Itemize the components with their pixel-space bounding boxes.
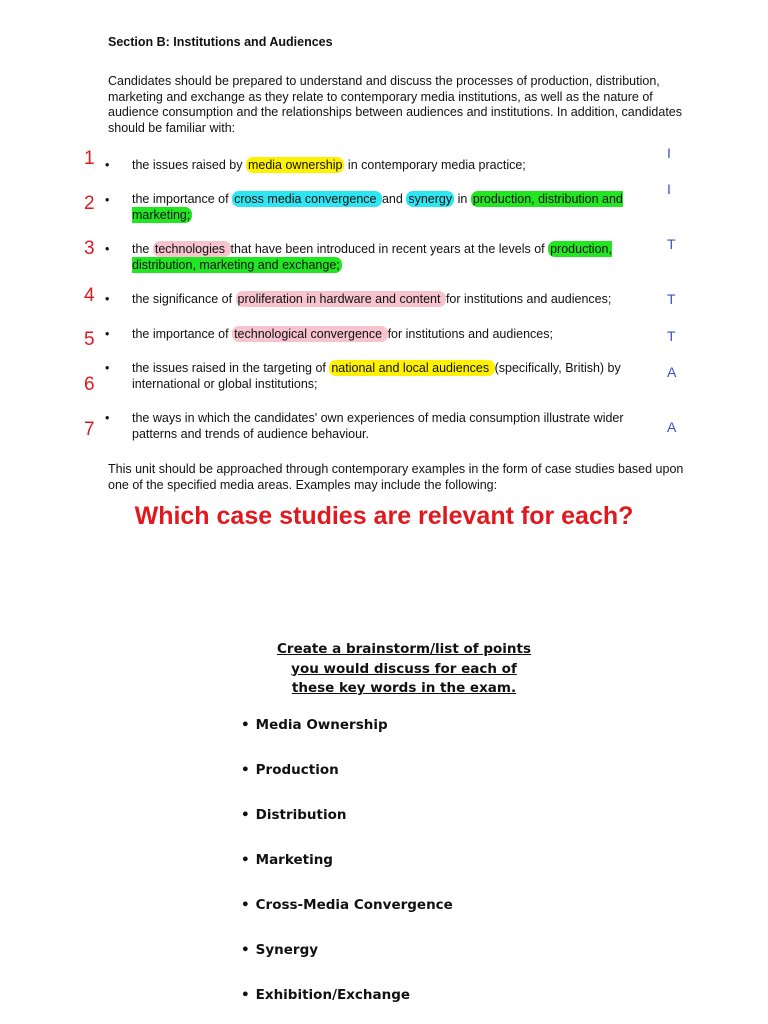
bullet: •: [241, 852, 250, 868]
keyword-label: Synergy: [255, 942, 319, 958]
bullet: •: [241, 897, 250, 913]
category-code: T: [667, 236, 676, 252]
highlight-pink: technologies: [154, 242, 229, 256]
brainstorm-line: you would discuss for each of: [291, 660, 517, 677]
bullet: •: [105, 327, 110, 341]
item-text: the: [132, 242, 153, 256]
bullet: •: [105, 292, 110, 306]
list-item: [132, 191, 647, 223]
question-heading: Which case studies are relevant for each?: [134, 502, 634, 530]
highlight-yellow: national and local audiences: [331, 361, 493, 375]
keyword-label: Production: [255, 762, 339, 778]
category-code: I: [667, 181, 671, 197]
keyword-item: [241, 717, 388, 733]
category-code: T: [667, 291, 676, 307]
item-number: 6: [84, 374, 95, 395]
list-item: [132, 157, 647, 173]
bullet: •: [105, 411, 110, 425]
item-number: 4: [84, 285, 95, 306]
item-text: the issues raised in the targeting of: [132, 361, 330, 375]
highlight-yellow: media ownership: [247, 158, 343, 172]
item-text: that have been introduced in recent years at the levels of: [230, 242, 549, 256]
item-text: and: [381, 192, 407, 206]
keyword-item: [241, 807, 347, 823]
intro-paragraph: Candidates should be prepared to understand and discuss the processes of production, distribution, marketing and exchange as they relate to contemporary media institutions, as well as the nature of audience consumption and the relationships between audiences and institutions. In addition, candidates should be familiar with:: [108, 74, 683, 135]
keyword-item: [241, 852, 333, 868]
bullet: •: [241, 987, 250, 1003]
list-item: [132, 360, 647, 392]
item-text: the issues raised by: [132, 158, 246, 172]
bullet: •: [105, 158, 110, 172]
keyword-item: [241, 762, 339, 778]
bullet: •: [241, 807, 250, 823]
item-text: the importance of: [132, 327, 233, 341]
category-code: T: [667, 328, 676, 344]
item-text: (specifically, British) by international or global institutions;: [132, 361, 621, 391]
category-code: A: [667, 364, 677, 380]
list-item: [132, 241, 647, 273]
section-title: Section B: Institutions and Audiences: [108, 35, 333, 49]
bullet: •: [105, 242, 110, 256]
item-text: for institutions and audiences;: [387, 327, 553, 341]
keyword-label: Distribution: [255, 807, 347, 823]
brainstorm-line: Create a brainstorm/list of points: [277, 641, 531, 657]
highlight-pink: technological convergence: [234, 327, 386, 341]
keyword-item: [241, 987, 410, 1003]
item-text: for institutions and audiences;: [445, 292, 612, 306]
brainstorm-instructions: [0, 640, 768, 699]
category-code: A: [667, 419, 677, 435]
list-item: [132, 410, 647, 442]
bullet: •: [241, 717, 250, 733]
category-code: I: [667, 145, 671, 161]
item-number: 2: [84, 193, 95, 214]
bullet: •: [105, 361, 110, 375]
highlight-pink: proliferation in hardware and content: [237, 292, 444, 306]
item-text: the importance of: [132, 192, 233, 206]
item-number: 1: [84, 148, 95, 169]
highlight-green: production, distribution and marketing;: [132, 192, 623, 222]
bullet: •: [241, 762, 250, 778]
item-text: in: [454, 192, 471, 206]
item-text: in contemporary media practice;: [344, 158, 526, 172]
keyword-item: [241, 942, 318, 958]
keyword-label: Exhibition/Exchange: [255, 987, 411, 1003]
bullet: •: [105, 193, 110, 207]
highlight-cyan: synergy: [408, 192, 453, 206]
highlight-cyan: cross media convergence: [234, 192, 380, 206]
keyword-item: [241, 897, 453, 913]
brainstorm-line: these key words in the exam.: [291, 680, 517, 696]
item-number: 3: [84, 238, 95, 259]
bullet: •: [241, 942, 250, 958]
keyword-label: Media Ownership: [255, 717, 388, 733]
closing-paragraph: This unit should be approached through contemporary examples in the form of case studies based upon one of the specified media areas. Examples may include the following:: [108, 462, 684, 492]
list-item: [132, 291, 647, 307]
item-text: the ways in which the candidates' own experiences of media consumption illustrate wider patterns and trends of audience behaviour.: [132, 411, 624, 441]
keyword-label: Cross-Media Convergence: [255, 897, 453, 913]
highlight-green: production, distribution, marketing and exchange;: [132, 242, 612, 272]
item-text: the significance of: [132, 292, 236, 306]
list-item: [132, 326, 647, 342]
item-number: 5: [84, 329, 95, 350]
keyword-label: Marketing: [255, 852, 333, 868]
item-number: 7: [84, 419, 95, 440]
